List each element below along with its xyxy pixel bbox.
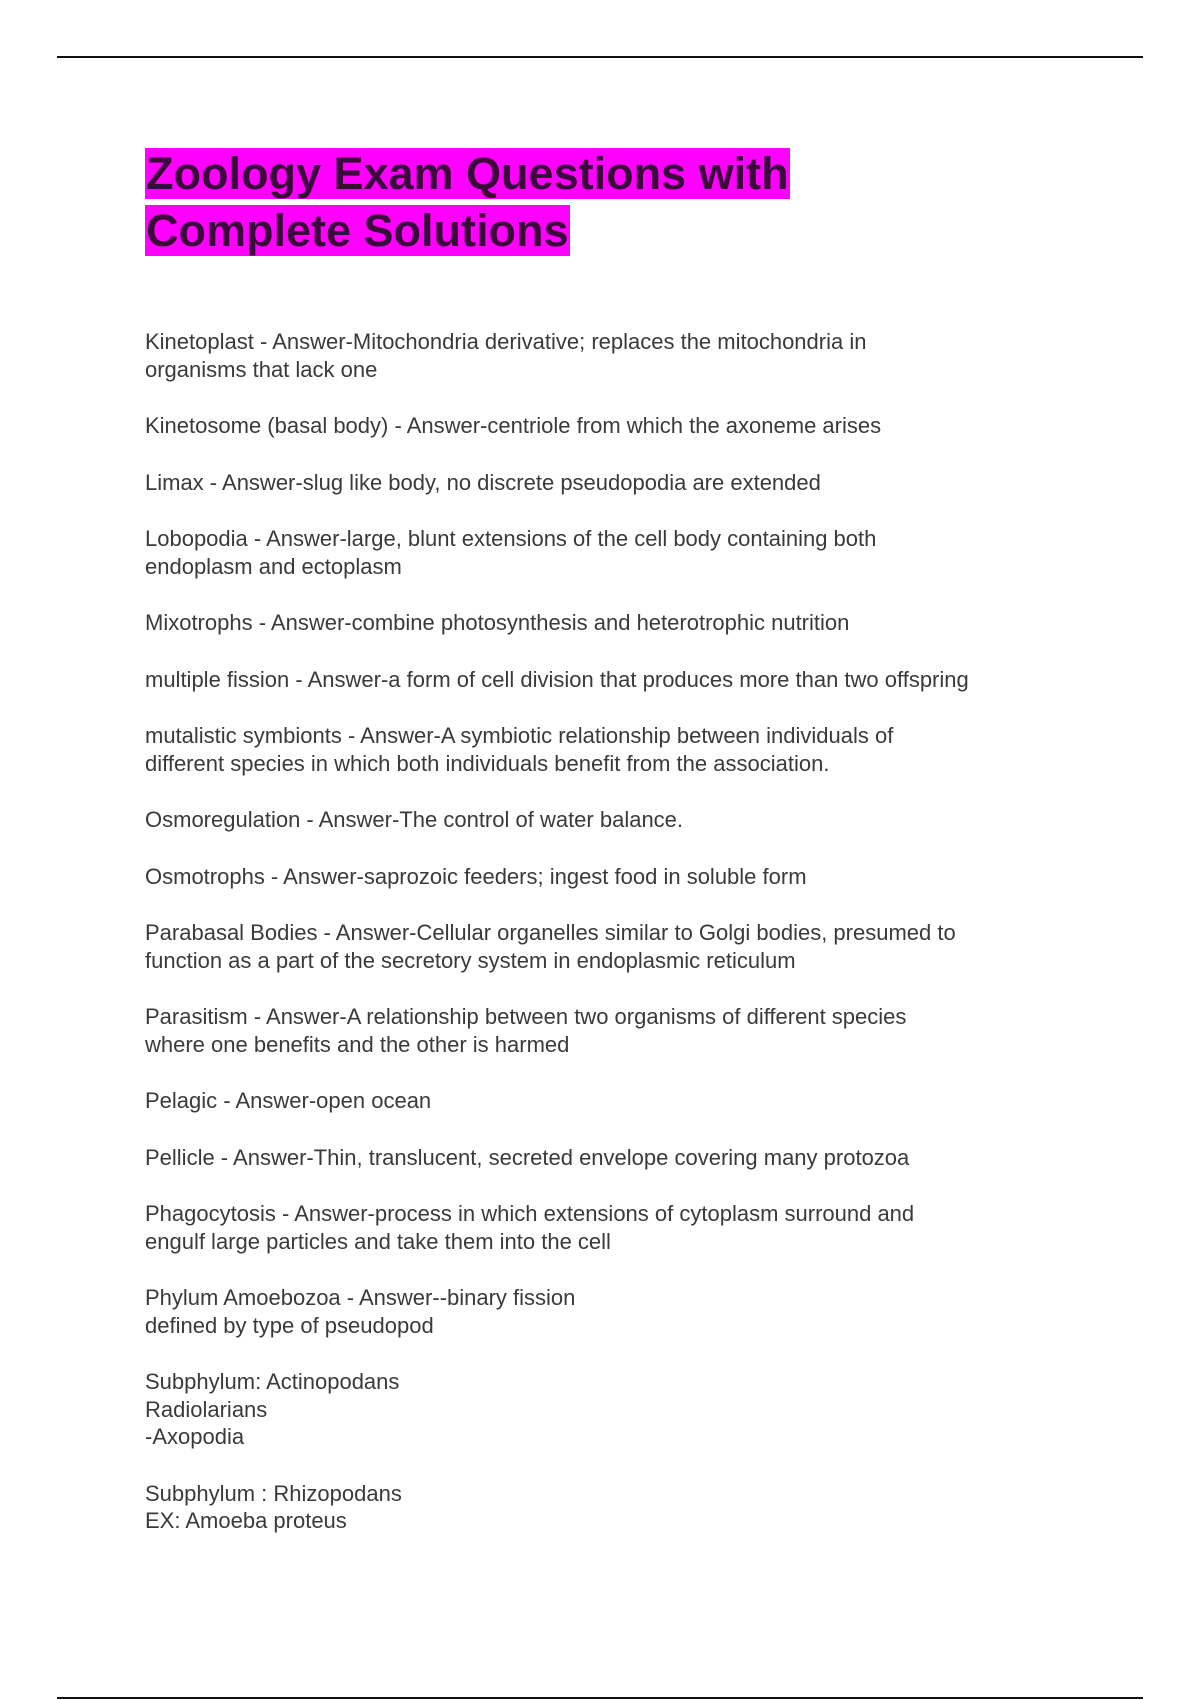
list-item: mutalistic symbionts - Answer-A symbiotic relationship between individuals of different species in which both individuals benefit from the association.: [145, 723, 894, 776]
title-block: [145, 145, 945, 259]
list-item: Pellicle - Answer-Thin, translucent, secreted envelope covering many protozoa: [145, 1144, 910, 1170]
list-item: multiple fission - Answer-a form of cell division that produces more than two offspring: [145, 666, 969, 692]
top-rule: [57, 56, 1143, 58]
list-item: Parabasal Bodies - Answer-Cellular organelles similar to Golgi bodies, presumed to function as a part of the secretory system in endoplasmic reticulum: [145, 920, 956, 973]
list-item: Kinetoplast - Answer-Mitochondria derivative; replaces the mitochondria in organisms that lack one: [145, 329, 867, 382]
list-item: Pelagic - Answer-open ocean: [145, 1088, 432, 1113]
list-item: Phylum Amoebozoa - Answer--binary fission defined by type of pseudopod: [145, 1285, 576, 1338]
list-item: Phagocytosis - Answer-process in which extensions of cytoplasm surround and engulf large particles and take them into the cell: [145, 1201, 915, 1254]
list-item: Kinetosome (basal body) - Answer-centriole from which the axoneme arises: [145, 413, 882, 438]
list-item: Parasitism - Answer-A relationship between two organisms of different species where one benefits and the other is harmed: [145, 1004, 907, 1057]
list-item: Lobopodia - Answer-large, blunt extensions of the cell body containing both endoplasm and ectoplasm: [145, 526, 877, 579]
list-item: Osmotrophs - Answer-saprozoic feeders; ingest food in soluble form: [145, 863, 807, 889]
list-item: Subphylum: Actinopodans Radiolarians -Axopodia: [145, 1369, 400, 1449]
list-item: Mixotrophs - Answer-combine photosynthesis and heterotrophic nutrition: [145, 610, 850, 635]
page-title: Zoology Exam Questions with Complete Solutions: [146, 148, 789, 256]
list-item: Limax - Answer-slug like body, no discrete pseudopodia are extended: [145, 469, 821, 495]
list-item: Subphylum : Rhizopodans EX: Amoeba proteus: [145, 1480, 402, 1533]
answer-list: [145, 328, 1075, 1564]
list-item: Osmoregulation - Answer-The control of water balance.: [145, 807, 684, 832]
bottom-rule: [57, 1697, 1143, 1699]
